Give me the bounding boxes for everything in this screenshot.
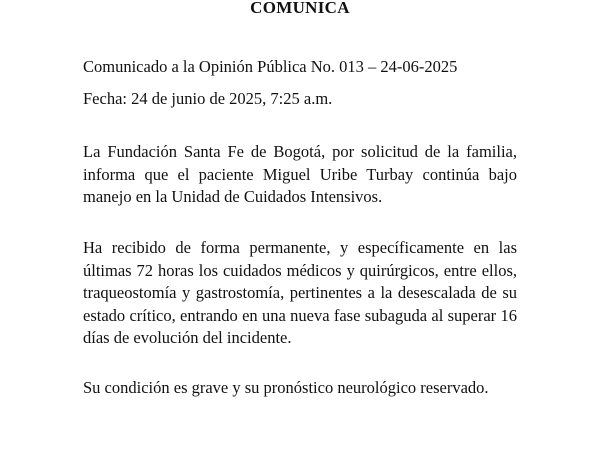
paragraph-condition: Su condición es grave y su pronóstico neurológico reservado.	[83, 378, 489, 397]
paragraph-care-received: Ha recibido de forma permanente, y específicamente en las últimas 72 horas los cuidados médicos y quirúrgicos, entre ellos, traqueostomía y gastrostomía, pertinentes a la desescalada de su estado crítico, entrando en una nueva fase subaguda al superar 16 días de evolución del incidente.	[83, 238, 517, 347]
document-heading: COMUNICA	[250, 0, 350, 17]
communique-reference: Comunicado a la Opinión Pública No. 013 – 24-06-2025	[83, 57, 458, 76]
communique-date: Fecha: 24 de junio de 2025, 7:25 a.m.	[83, 89, 333, 108]
paragraph-patient-status: La Fundación Santa Fe de Bogotá, por solicitud de la familia, informa que el paciente Miguel Uribe Turbay continúa bajo manejo en la Unidad de Cuidados Intensivos.	[83, 142, 517, 206]
